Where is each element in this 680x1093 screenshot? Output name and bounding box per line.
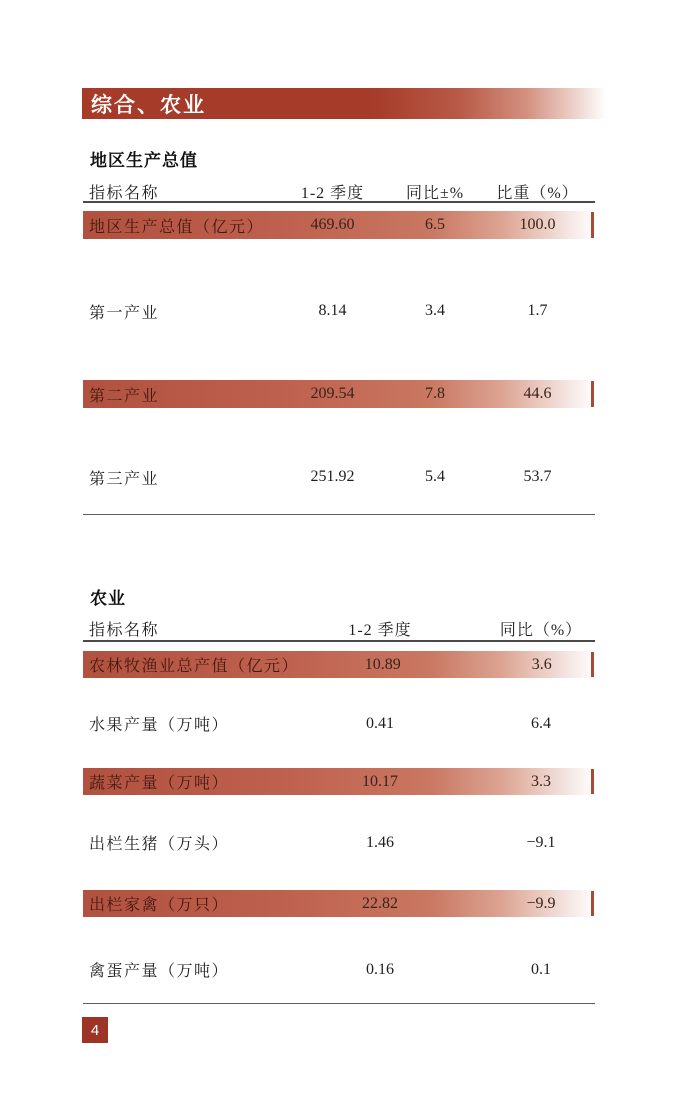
value-cell: 0.16 — [366, 960, 394, 978]
column-header-indicator: 指标名称 — [89, 621, 160, 639]
value-cell: 22.82 — [362, 894, 398, 912]
value-cell: 0.41 — [366, 714, 394, 732]
table-row — [83, 710, 595, 737]
yoy-cell: 3.6 — [531, 655, 552, 673]
value-cell: 469.60 — [310, 216, 355, 233]
page-number-badge — [82, 1017, 108, 1043]
gdp-section-title: 地区生产总值 — [90, 151, 198, 170]
column-header-yoy: 同比±% — [405, 184, 465, 202]
row-label: 出栏生猪（万头） — [89, 836, 230, 853]
table-row — [83, 768, 595, 795]
row-label: 蔬菜产量（万吨） — [89, 775, 230, 792]
row-label: 第二产业 — [89, 387, 160, 405]
yoy-cell: 5.4 — [425, 468, 445, 485]
column-header-quarter: 1-2 季度 — [348, 621, 412, 639]
share-cell: 44.6 — [523, 385, 552, 402]
table-row — [83, 829, 595, 856]
yoy-cell: 6.4 — [531, 714, 551, 732]
value-cell: 10.17 — [362, 772, 398, 790]
chapter-banner — [82, 88, 606, 119]
table-row — [83, 463, 595, 491]
column-header-share: 比重（%） — [496, 184, 579, 202]
row-label: 出栏家禽（万只） — [89, 897, 230, 914]
table-row — [83, 651, 595, 678]
row-label: 地区生产总值（亿元） — [89, 218, 265, 236]
column-header-yoy: 同比（%） — [499, 621, 583, 639]
share-cell: 53.7 — [523, 468, 552, 485]
table-row — [83, 956, 595, 983]
value-cell: 251.92 — [310, 468, 355, 485]
share-cell: 1.7 — [527, 302, 548, 319]
yoy-cell: 6.5 — [425, 216, 445, 233]
yoy-cell: 7.8 — [425, 385, 445, 402]
yoy-cell: −9.9 — [526, 894, 556, 912]
value-cell: 1.46 — [366, 833, 394, 851]
page-number: 4 — [90, 1021, 100, 1039]
table-row — [83, 211, 595, 239]
table-row — [83, 890, 595, 917]
agriculture-table-bottom-divider — [83, 1003, 595, 1004]
row-label: 第三产业 — [89, 470, 160, 488]
yoy-cell: 3.4 — [425, 302, 445, 319]
agriculture-header-divider — [83, 640, 595, 642]
column-header-indicator: 指标名称 — [89, 184, 160, 202]
row-label: 禽蛋产量（万吨） — [89, 963, 230, 980]
share-cell: 100.0 — [519, 216, 556, 233]
agriculture-section-title: 农业 — [90, 589, 126, 608]
yoy-cell: −9.1 — [526, 833, 556, 851]
agriculture-table-header — [83, 617, 595, 639]
value-cell: 209.54 — [310, 385, 355, 402]
yoy-cell: 0.1 — [531, 960, 551, 978]
yoy-cell: 3.3 — [531, 772, 551, 790]
row-label: 第一产业 — [89, 304, 160, 322]
table-row — [83, 380, 595, 408]
table-row — [83, 297, 595, 325]
value-cell: 10.89 — [364, 655, 401, 673]
chapter-title: 综合、农业 — [91, 93, 206, 117]
gdp-header-divider — [83, 201, 595, 203]
column-header-quarter: 1-2 季度 — [300, 184, 365, 202]
row-label: 水果产量（万吨） — [89, 717, 230, 734]
gdp-table-bottom-divider — [83, 514, 595, 515]
value-cell: 8.14 — [318, 302, 347, 319]
row-label: 农林牧渔业总产值（亿元） — [89, 658, 300, 675]
gdp-table-header — [83, 180, 595, 202]
